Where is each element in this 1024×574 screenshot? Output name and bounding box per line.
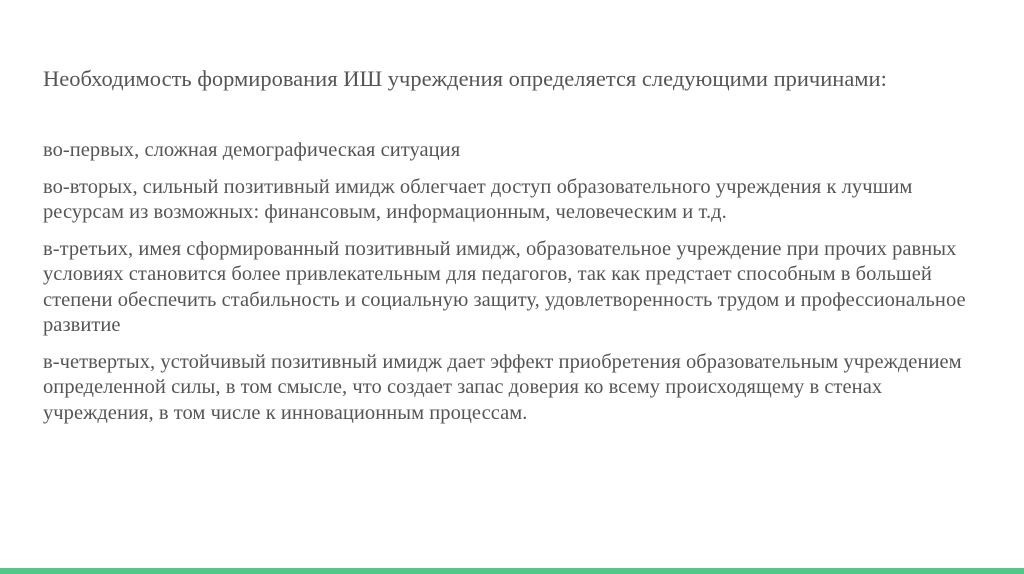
bullet-point-1: во-первых, сложная демографическая ситуация [43, 139, 461, 161]
bullet-point-4: в-четвертых, устойчивый позитивный имидж дает эффект приобретения образовательным учреждением определенной силы, в том смысле, что создает запас доверия ко всему происходящему в стенах учреждения, в том числе к инновационным процессам. [43, 350, 962, 424]
bottom-accent-bar [0, 568, 1024, 574]
bullet-point-2: во-вторых, сильный позитивный имидж облегчает доступ образовательного учреждения к лучшим ресурсам из возможных: финансовым, информационным, человеческим и т.д. [43, 175, 913, 223]
slide-body [43, 138, 993, 437]
bullet-point-3: в-третьих, имея сформированный позитивный имидж, образовательное учреждение при прочих равных условиях становится более привлекательным для педагогов, так как предстает способным в большей степени обеспечить стабильность и социальную защиту, удовлетворенность трудом и профессиональное развитие [43, 237, 966, 336]
slide-heading: Необходимость формирования ИШ учреждения определяется следующими причинами: [43, 66, 887, 91]
